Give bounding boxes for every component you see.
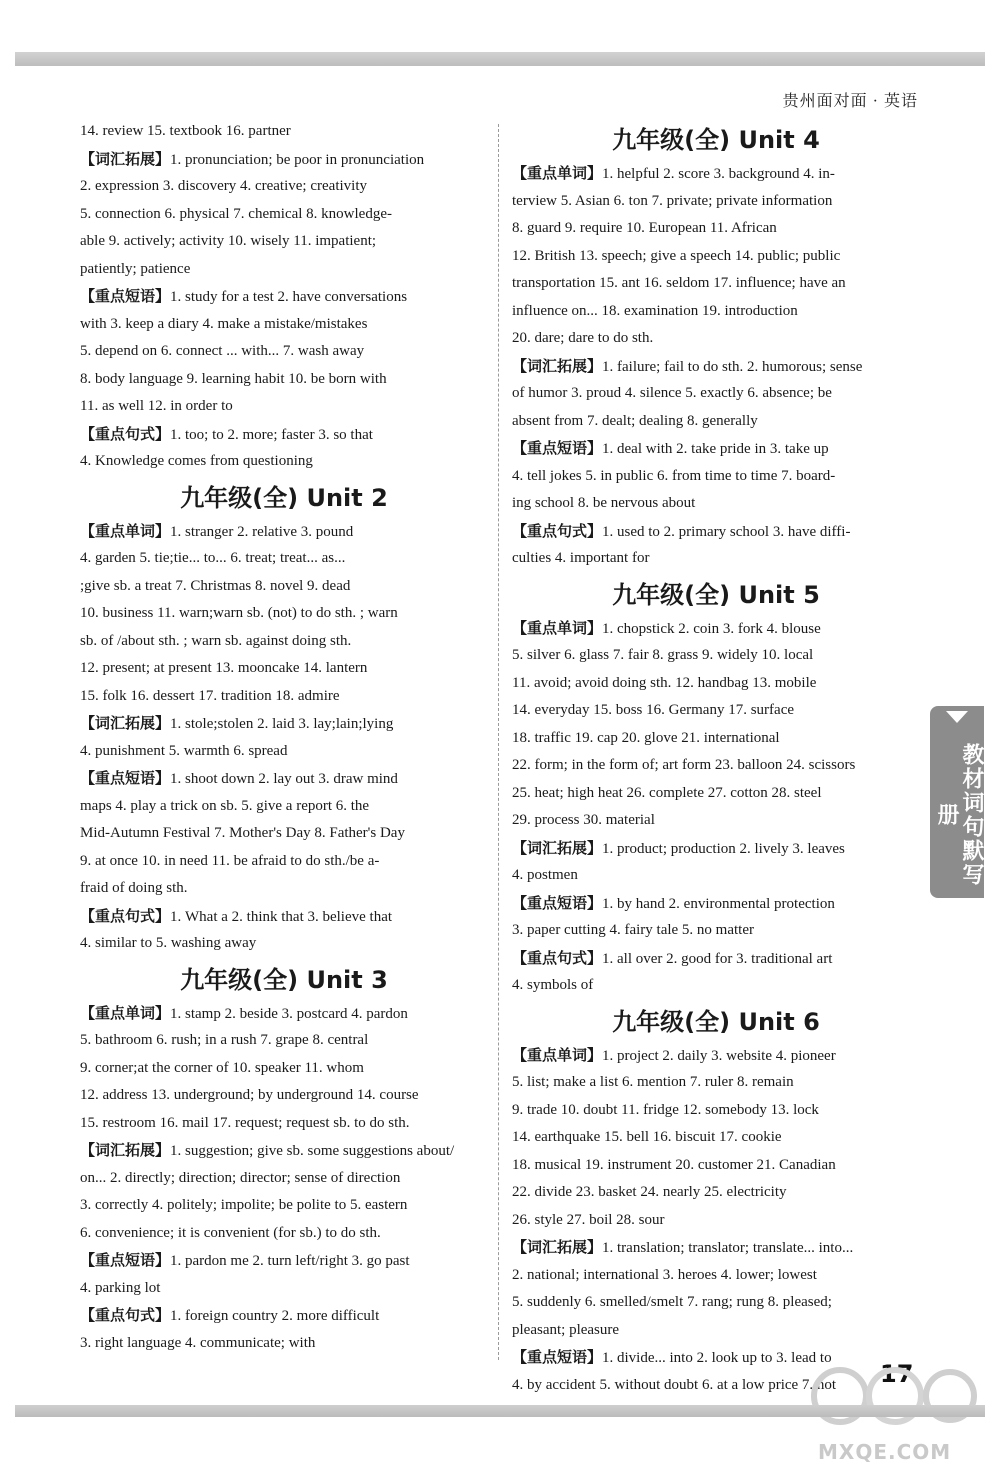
section-tag: 【词汇拓展】 xyxy=(80,149,171,168)
section-tag: 【重点句式】 xyxy=(512,948,603,967)
line-text: 1. divide... into 2. look up to 3. lead to xyxy=(602,1350,832,1366)
line-text: culties 4. important for xyxy=(512,550,650,566)
line-text: 22. form; in the form of; art form 23. balloon 24. scissors xyxy=(512,757,856,773)
line-text: absent from 7. dealt; dealing 8. generally xyxy=(512,412,758,429)
line-text: 18. musical 19. instrument 20. customer 21. Canadian xyxy=(512,1156,836,1173)
line-text: Mid-Autumn Festival 7. Mother's Day 8. Father's Day xyxy=(80,825,405,841)
line-text: 4. tell jokes 5. in public 6. from time to time 7. board- xyxy=(512,467,836,484)
line-text: sb. of /about sth. ; warn sb. against doing sth. xyxy=(80,632,352,649)
text-line xyxy=(80,628,488,656)
text-line xyxy=(80,683,488,711)
line-text: 12. address 13. underground; by underground 14. course xyxy=(80,1087,419,1103)
section-tag: 【重点短语】 xyxy=(512,1348,603,1366)
text-line xyxy=(512,1234,920,1262)
text-line xyxy=(512,917,920,945)
text-line xyxy=(80,655,488,683)
text-line xyxy=(80,573,488,601)
line-text: 3. paper cutting 4. fairy tale 5. no matter xyxy=(512,922,754,938)
text-line xyxy=(80,518,488,546)
text-line xyxy=(80,1110,488,1138)
line-text: ;give sb. a treat 7. Christmas 8. novel 9. dead xyxy=(80,577,351,594)
line-text: 1. stranger 2. relative 3. pound xyxy=(170,523,354,540)
line-text: 1. stamp 2. beside 3. postcard 4. pardon xyxy=(170,1005,408,1022)
text-line xyxy=(512,780,920,808)
line-text: 18. traffic 19. cap 20. glove 21. international xyxy=(512,729,780,746)
text-line xyxy=(80,311,488,339)
text-line xyxy=(80,256,488,284)
line-text: influence on... 18. examination 19. introduction xyxy=(512,302,798,319)
text-line xyxy=(80,793,488,821)
line-text: 10. business 11. warn;warn sb. (not) to do sth. ; warn xyxy=(80,605,398,621)
text-line xyxy=(512,697,920,725)
section-tag: 【重点句式】 xyxy=(80,424,171,443)
line-text: 2. national; international 3. heroes 4. lower; lowest xyxy=(512,1266,817,1283)
text-line xyxy=(512,642,920,670)
text-line xyxy=(80,421,488,449)
unit-heading: 九年级(全) Unit 4 xyxy=(612,126,820,154)
line-text: 1. used to 2. primary school 3. have diffi- xyxy=(602,523,851,540)
text-line xyxy=(512,725,920,753)
line-text: 8. guard 9. require 10. European 11. African xyxy=(512,220,777,236)
text-line xyxy=(512,298,920,326)
text-line xyxy=(512,545,920,573)
text-line xyxy=(512,353,920,381)
unit-heading: 九年级(全) Unit 5 xyxy=(612,580,820,609)
unit-heading: 九年级(全) Unit 2 xyxy=(180,483,388,512)
line-text: on... 2. directly; direction; director; sense of direction xyxy=(80,1169,401,1186)
line-text: 5. silver 6. glass 7. fair 8. grass 9. widely 10. local xyxy=(512,647,814,663)
text-line xyxy=(80,903,488,931)
section-tag: 【重点短语】 xyxy=(512,439,603,457)
right-column xyxy=(512,118,920,1399)
side-tab xyxy=(930,706,984,898)
section-tag: 【重点单词】 xyxy=(512,164,603,182)
line-text: 29. process 30. material xyxy=(512,812,655,828)
section-tag: 【重点句式】 xyxy=(512,521,603,540)
text-line xyxy=(80,820,488,848)
line-text: 1. chopstick 2. coin 3. fork 4. blouse xyxy=(602,620,821,637)
text-line xyxy=(80,201,488,229)
line-text: 1. pronunciation; be poor in pronunciation xyxy=(170,151,425,168)
text-line xyxy=(512,408,920,436)
text-line xyxy=(80,283,488,311)
text-line xyxy=(512,1317,920,1345)
text-line xyxy=(512,215,920,243)
line-text: 9. at once 10. in need 11. be afraid to do sth./be a- xyxy=(80,852,380,869)
text-line xyxy=(512,270,920,298)
line-text: 5. list; make a list 6. mention 7. ruler 8. remain xyxy=(512,1074,794,1090)
line-text: 14. review 15. textbook 16. partner xyxy=(80,123,291,139)
text-line xyxy=(512,1152,920,1180)
text-line xyxy=(512,490,920,518)
line-text: fraid of doing sth. xyxy=(80,880,188,896)
text-line xyxy=(80,338,488,366)
line-text: 4. parking lot xyxy=(80,1279,161,1296)
line-text: 4. symbols of xyxy=(512,977,594,993)
section-tag: 【重点短语】 xyxy=(80,1251,171,1269)
text-line xyxy=(512,435,920,463)
line-text: 1. study for a test 2. have conversations xyxy=(170,289,408,305)
text-line xyxy=(512,243,920,271)
text-line xyxy=(512,1262,920,1290)
line-text: 1. What a 2. think that 3. believe that xyxy=(170,908,393,925)
line-text: maps 4. play a trick on sb. 5. give a report 6. the xyxy=(80,797,370,814)
line-text: 2. expression 3. discovery 4. creative; creativity xyxy=(80,178,367,194)
left-column xyxy=(80,118,488,1357)
line-text: 4. Knowledge comes from questioning xyxy=(80,453,313,469)
text-line xyxy=(512,945,920,973)
text-line xyxy=(80,1220,488,1248)
line-text: 15. restroom 16. mail 17. request; request sb. to do sth. xyxy=(80,1114,410,1131)
line-text: transportation 15. ant 16. seldom 17. influence; have an xyxy=(512,275,846,291)
text-line xyxy=(512,1207,920,1235)
line-text: 4. postmen xyxy=(512,867,578,883)
text-line xyxy=(512,325,920,353)
chevron-down-icon xyxy=(946,711,968,723)
section-tag: 【重点单词】 xyxy=(512,1045,603,1064)
line-text: 1. product; production 2. lively 3. leaves xyxy=(602,840,845,857)
section-tag: 【重点短语】 xyxy=(80,287,171,305)
text-line xyxy=(512,518,920,546)
text-line xyxy=(80,545,488,573)
line-text: 1. helpful 2. score 3. background 4. in- xyxy=(602,166,835,182)
text-line xyxy=(512,1042,920,1070)
line-text: 1. too; to 2. more; faster 3. so that xyxy=(170,426,373,443)
line-text: 5. suddenly 6. smelled/smelt 7. rang; rung 8. pleased; xyxy=(512,1294,832,1310)
line-text: 15. folk 16. dessert 17. tradition 18. admire xyxy=(80,687,340,704)
line-text: 5. bathroom 6. rush; in a rush 7. grape 8. central xyxy=(80,1032,369,1048)
text-line xyxy=(512,188,920,216)
page-number: 17 xyxy=(880,1360,914,1388)
text-line xyxy=(512,1124,920,1152)
line-text: 1. stole;stolen 2. laid 3. lay;lain;lying xyxy=(170,716,394,732)
section-tag: 【重点短语】 xyxy=(80,769,171,787)
line-text: 1. project 2. daily 3. website 4. pioneer xyxy=(602,1047,836,1064)
bottom-gray-band xyxy=(15,1405,985,1417)
line-text: 1. deal with 2. take pride in 3. take up xyxy=(602,441,829,457)
text-line xyxy=(80,1000,488,1028)
line-text: 3. right language 4. communicate; with xyxy=(80,1334,316,1351)
line-text: with 3. keep a diary 4. make a mistake/mistakes xyxy=(80,315,368,332)
section-tag: 【词汇拓展】 xyxy=(512,838,603,857)
line-text: 4. by accident 5. without doubt 6. at a low price 7. not xyxy=(512,1376,837,1393)
line-text: 9. corner;at the corner of 10. speaker 11. whom xyxy=(80,1059,364,1076)
line-text: 4. similar to 5. washing away xyxy=(80,935,257,951)
top-gray-band xyxy=(15,52,985,66)
top-margin xyxy=(0,0,1000,52)
line-text: 1. all over 2. good for 3. traditional art xyxy=(602,950,833,967)
text-line xyxy=(512,807,920,835)
text-line xyxy=(80,173,488,201)
line-text: ing school 8. be nervous about xyxy=(512,495,696,511)
section-tag: 【词汇拓展】 xyxy=(512,1238,603,1256)
line-text: 8. body language 9. learning habit 10. be born with xyxy=(80,370,387,387)
line-text: 1. pardon me 2. turn left/right 3. go past xyxy=(170,1253,410,1269)
text-line xyxy=(80,118,488,146)
side-tab-label: 教材词句默写册 xyxy=(934,743,984,887)
watermark-text: MXQE.COM xyxy=(818,1440,952,1464)
text-line xyxy=(512,463,920,491)
line-text: 9. trade 10. doubt 11. fridge 12. somebody 13. lock xyxy=(512,1101,819,1118)
line-text: 14. everyday 15. boss 16. Germany 17. surface xyxy=(512,702,795,718)
text-line xyxy=(80,393,488,421)
text-line xyxy=(512,670,920,698)
text-line xyxy=(512,835,920,863)
text-line xyxy=(80,930,488,958)
line-text: 25. heat; high heat 26. complete 27. cotton 28. steel xyxy=(512,784,822,801)
line-text: patiently; patience xyxy=(80,260,191,277)
text-line xyxy=(80,848,488,876)
text-line xyxy=(80,600,488,628)
text-line xyxy=(512,862,920,890)
text-line xyxy=(80,1247,488,1275)
section-tag: 【词汇拓展】 xyxy=(512,356,603,375)
text-line xyxy=(80,738,488,766)
text-line xyxy=(512,615,920,643)
text-line xyxy=(512,380,920,408)
line-text: 5. depend on 6. connect ... with... 7. wash away xyxy=(80,343,365,359)
line-text: 4. garden 5. tie;tie... to... 6. treat; treat... as... xyxy=(80,550,346,566)
unit-heading: 九年级(全) Unit 3 xyxy=(180,965,388,994)
line-text: 11. as well 12. in order to xyxy=(80,398,233,414)
page-header: 贵州面对面 · 英语 xyxy=(782,93,918,110)
text-line xyxy=(512,1179,920,1207)
line-text: 12. present; at present 13. mooncake 14. lantern xyxy=(80,660,368,676)
text-line xyxy=(512,972,920,1000)
line-text: 20. dare; dare to do sth. xyxy=(512,330,654,346)
line-text: 5. connection 6. physical 7. chemical 8. knowledge- xyxy=(80,205,392,222)
line-text: 22. divide 23. basket 24. nearly 25. electricity xyxy=(512,1184,787,1200)
text-line xyxy=(80,1302,488,1330)
section-tag: 【重点单词】 xyxy=(512,618,603,637)
line-text: 12. British 13. speech; give a speech 14. public; public xyxy=(512,247,841,264)
line-text: 11. avoid; avoid doing sth. 12. handbag 13. mobile xyxy=(512,674,817,691)
text-line xyxy=(80,1275,488,1303)
line-text: 1. failure; fail to do sth. 2. humorous; sense xyxy=(602,358,863,375)
text-line xyxy=(512,1289,920,1317)
line-text: terview 5. Asian 6. ton 7. private; private information xyxy=(512,192,833,209)
text-line xyxy=(80,875,488,903)
text-line xyxy=(80,1082,488,1110)
text-line xyxy=(512,890,920,918)
text-line xyxy=(80,1330,488,1358)
text-line xyxy=(512,1069,920,1097)
text-line xyxy=(80,228,488,256)
unit-heading: 九年级(全) Unit 6 xyxy=(612,1007,820,1036)
section-tag: 【重点单词】 xyxy=(80,521,171,540)
line-text: 26. style 27. boil 28. sour xyxy=(512,1211,665,1228)
section-tag: 【重点句式】 xyxy=(80,1306,171,1324)
text-line xyxy=(80,448,488,476)
column-divider xyxy=(498,124,499,1360)
line-text: of humor 3. proud 4. silence 5. exactly 6. absence; be xyxy=(512,385,832,401)
text-line xyxy=(80,366,488,394)
section-tag: 【重点单词】 xyxy=(80,1003,171,1022)
text-line xyxy=(80,1192,488,1220)
line-text: 4. punishment 5. warmth 6. spread xyxy=(80,742,288,759)
text-line xyxy=(80,1137,488,1165)
line-text: 3. correctly 4. politely; impolite; be polite to 5. eastern xyxy=(80,1197,408,1213)
text-line xyxy=(80,1055,488,1083)
line-text: 1. foreign country 2. more difficult xyxy=(170,1308,380,1324)
line-text: 6. convenience; it is convenient (for sb.) to do sth. xyxy=(80,1224,381,1241)
text-line xyxy=(80,710,488,738)
line-text: 1. by hand 2. environmental protection xyxy=(602,895,835,912)
text-line xyxy=(80,1165,488,1193)
text-line xyxy=(80,765,488,793)
line-text: 14. earthquake 15. bell 16. biscuit 17. cookie xyxy=(512,1129,782,1145)
section-tag: 【重点短语】 xyxy=(512,893,603,912)
line-text: pleasant; pleasure xyxy=(512,1321,620,1338)
text-line xyxy=(512,1097,920,1125)
text-line xyxy=(512,160,920,188)
line-text: 1. translation; translator; translate... into... xyxy=(602,1240,854,1256)
text-line xyxy=(80,146,488,174)
text-line xyxy=(80,1027,488,1055)
line-text: able 9. actively; activity 10. wisely 11. impatient; xyxy=(80,233,377,249)
section-tag: 【词汇拓展】 xyxy=(80,1141,171,1159)
line-text: 1. shoot down 2. lay out 3. draw mind xyxy=(170,771,398,787)
section-tag: 【重点句式】 xyxy=(80,906,171,925)
text-line xyxy=(512,752,920,780)
line-text: 1. suggestion; give sb. some suggestions about/ xyxy=(170,1143,455,1159)
section-tag: 【词汇拓展】 xyxy=(80,714,171,732)
